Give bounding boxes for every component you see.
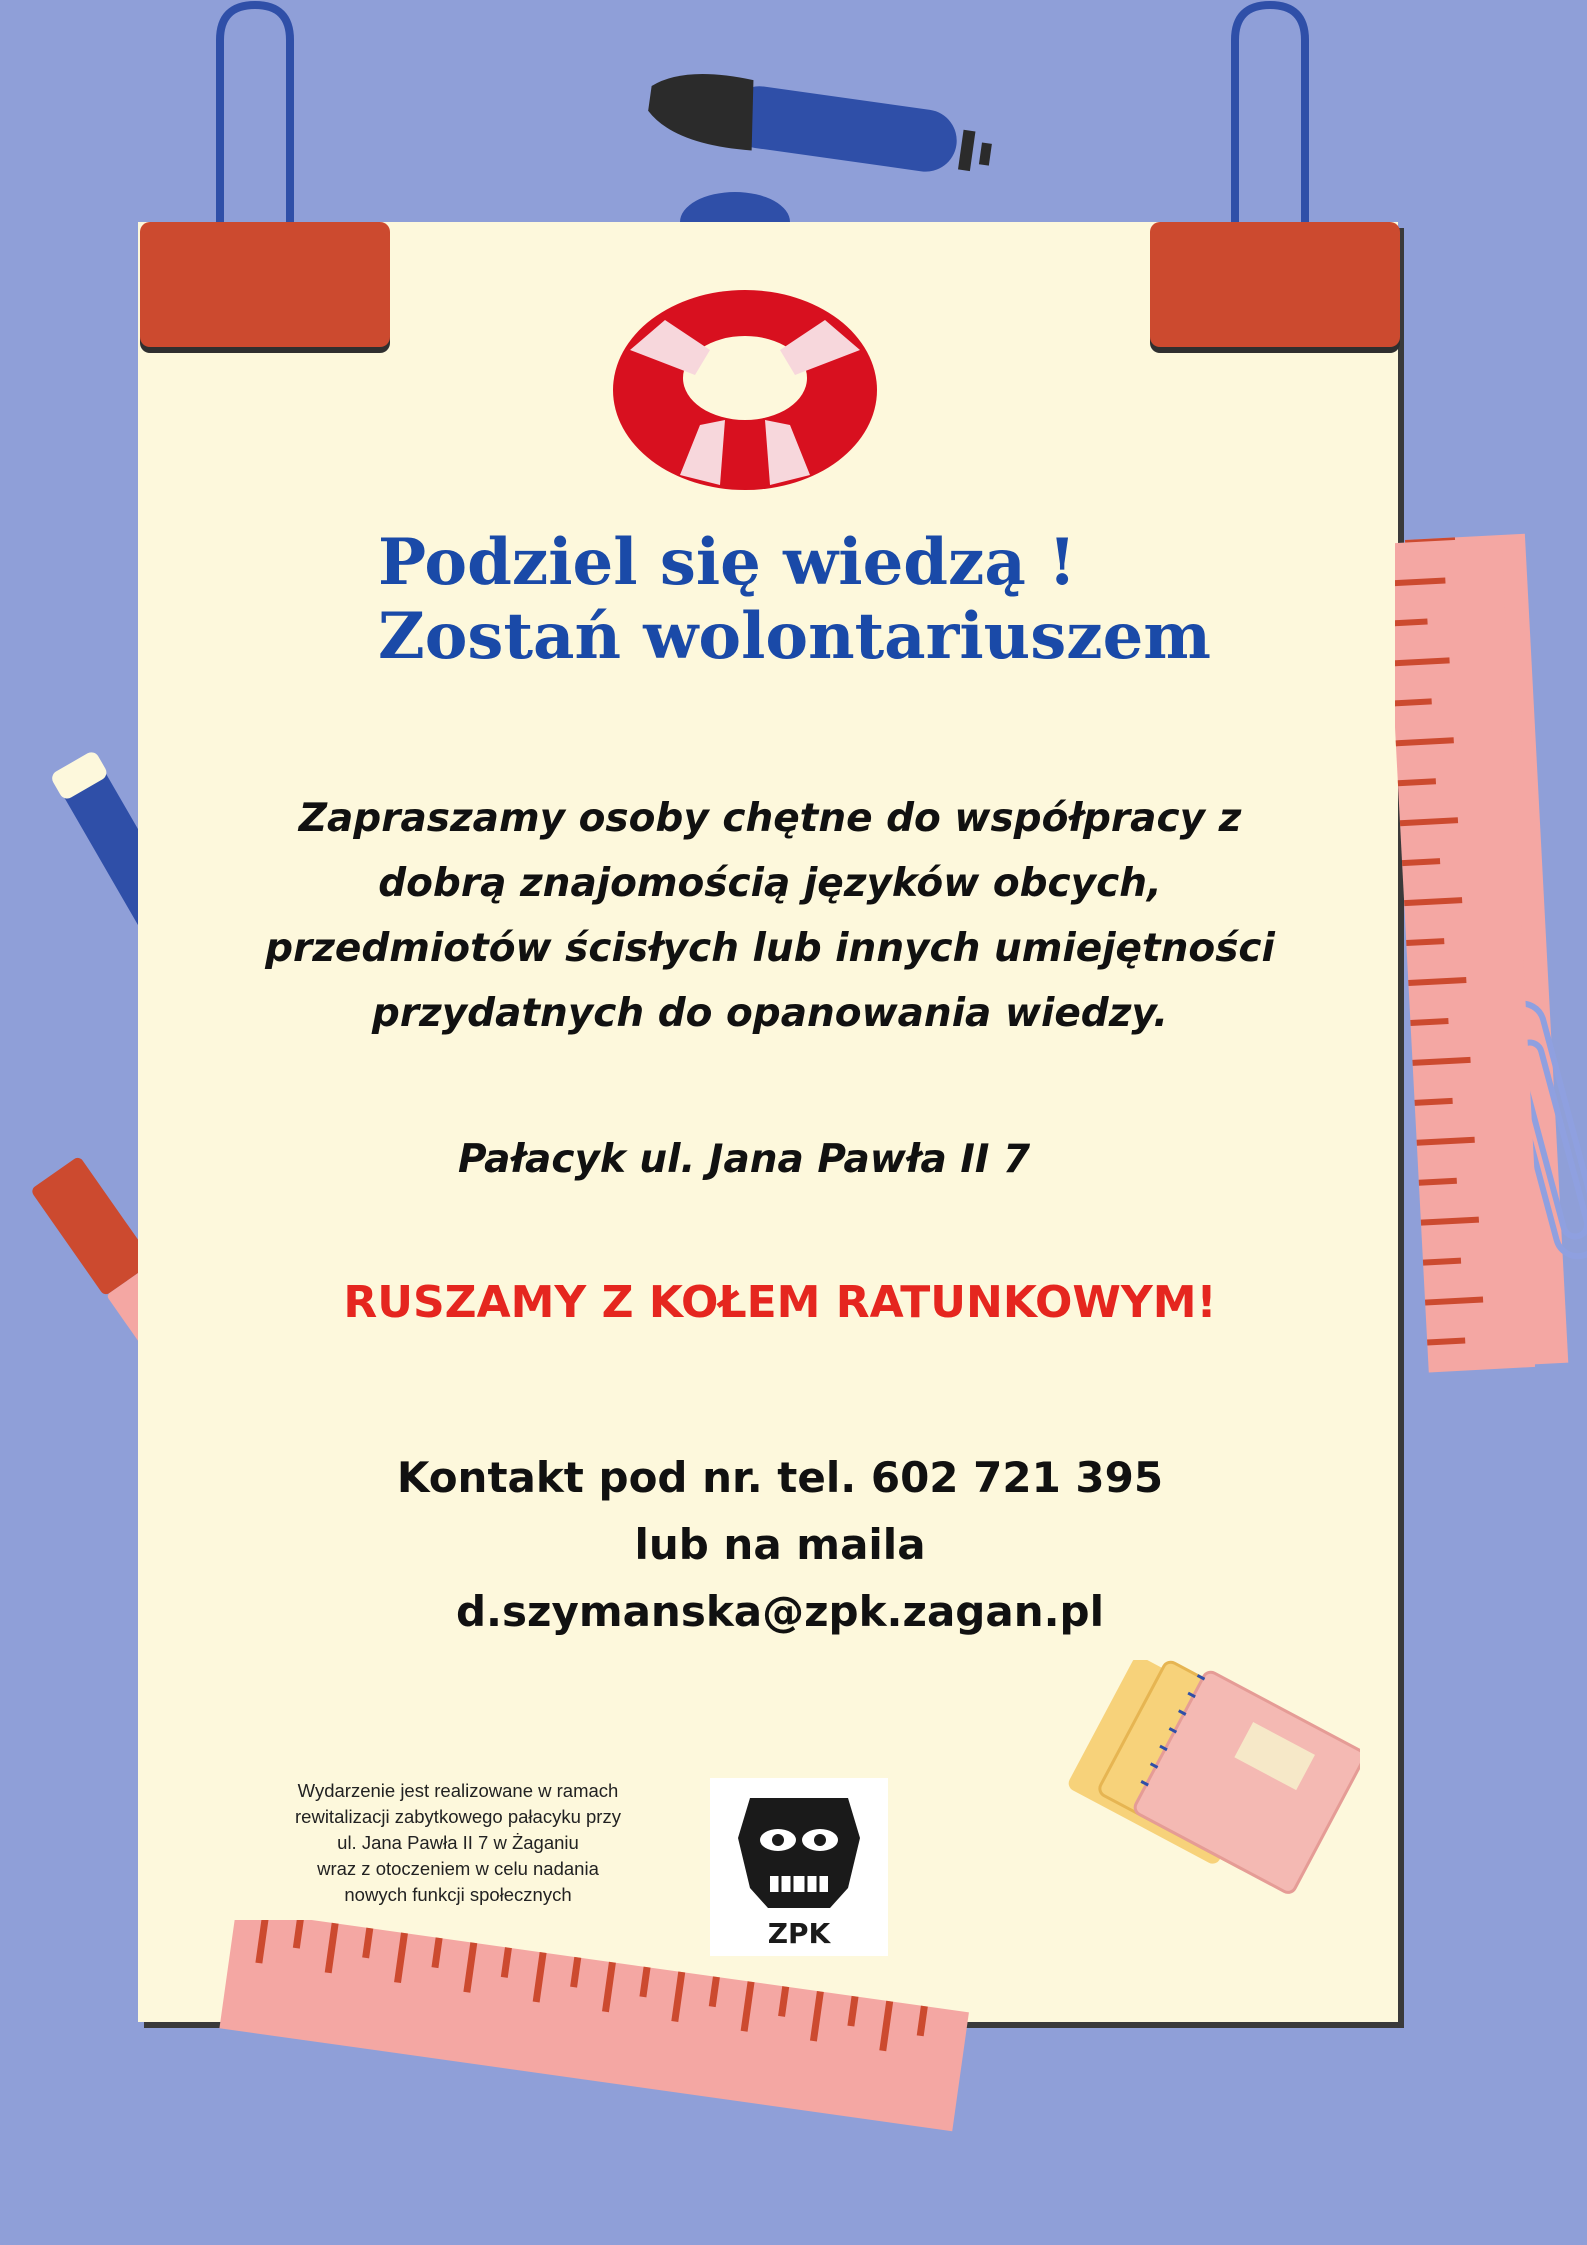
footnote-line: Wydarzenie jest realizowane w ramach: [297, 1780, 619, 1801]
ruler-icon: [1395, 520, 1535, 1390]
title-line: Podziel się wiedzą !: [378, 525, 1077, 600]
call-to-action: RUSZAMY Z KOŁEM RATUNKOWYM!: [343, 1277, 1217, 1328]
description-line: Zapraszamy osoby chętne do współpracy z: [298, 796, 1242, 841]
title-line: Zostań wolontariuszem: [378, 599, 1211, 674]
description-line: przedmiotów ścisłych lub innych umiejętności: [265, 926, 1275, 971]
binder-clip-icon: [1215, 0, 1345, 240]
binder-clip-icon: [200, 0, 330, 240]
lifebuoy-icon: [605, 280, 885, 500]
contact-block: [280, 1444, 1280, 1645]
binder-clip-icon: [140, 222, 390, 347]
ruler-icon: [200, 1920, 980, 2180]
footnote-line: wraz z otoczeniem w celu nadania: [317, 1858, 599, 1879]
contact-phone: Kontakt pod nr. tel. 602 721 395: [396, 1453, 1164, 1502]
contact-email[interactable]: d.szymanska@zpk.zagan.pl: [455, 1587, 1105, 1636]
poster-title: [378, 526, 1278, 674]
marker-icon: [645, 65, 997, 184]
contact-connector: lub na maila: [634, 1520, 926, 1569]
logo-text: ZPK: [767, 1917, 831, 1950]
address: Pałacyk ul. Jana Pawła II 7: [458, 1137, 1031, 1182]
footnote-line: rewitalizacji zabytkowego pałacyku przy: [295, 1806, 621, 1827]
footnote-line: nowych funkcji społecznych: [344, 1884, 572, 1905]
notebook-icon: [1040, 1660, 1360, 1920]
footnote-line: ul. Jana Pawła II 7 w Żaganiu: [337, 1832, 579, 1853]
binder-clip-icon: [1150, 222, 1400, 347]
description-line: dobrą znajomością języków obcych,: [378, 861, 1162, 906]
funding-footnote: [238, 1778, 678, 1908]
description-line: przydatnych do opanowania wiedzy.: [371, 991, 1169, 1036]
poster-description: [195, 786, 1345, 1046]
